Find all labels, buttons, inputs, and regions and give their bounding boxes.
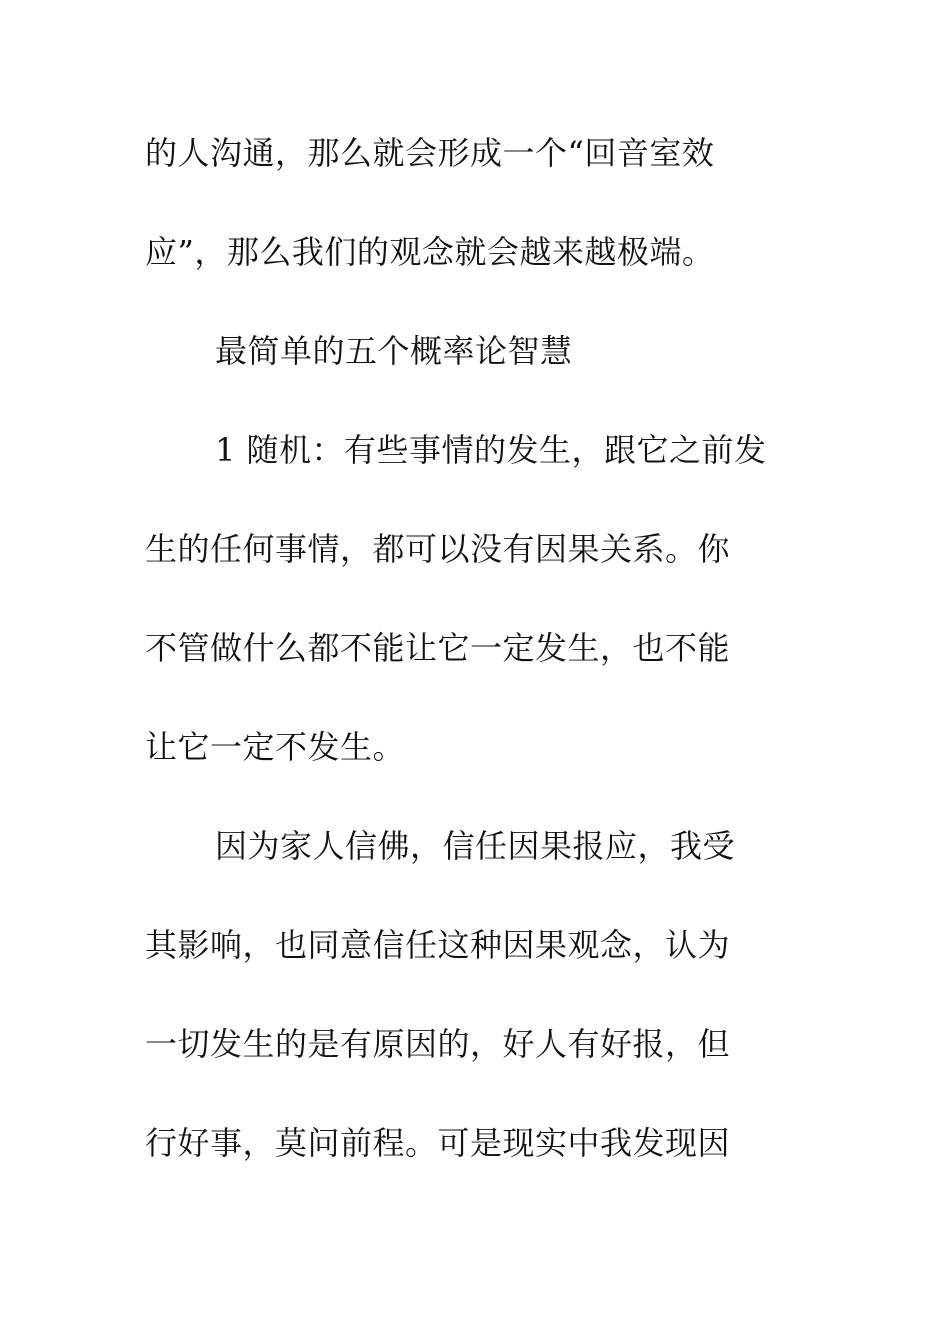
text-line-11: 行好事，莫问前程。可是现实中我发现因: [145, 1124, 731, 1162]
section-heading: 最简单的五个概率论智慧: [215, 332, 573, 370]
text-line-4: 1 随机：有些事情的发生，跟它之前发: [215, 431, 767, 469]
text-line-9: 其影响，也同意信任这种因果观念，认为: [145, 926, 731, 964]
text-line-6: 不管做什么都不能让它一定发生，也不能: [145, 629, 731, 667]
text-line-2: 应”，那么我们的观念就会越来越极端。: [145, 233, 715, 271]
text-line-7: 让它一定不发生。: [145, 728, 406, 766]
text-line-1: 的人沟通，那么就会形成一个“回音室效: [145, 134, 715, 172]
text-line-10: 一切发生的是有原因的，好人有好报，但: [145, 1025, 731, 1063]
text-line-5: 生的任何事情，都可以没有因果关系。你: [145, 530, 731, 568]
text-line-8: 因为家人信佛，信任因果报应，我受: [215, 827, 736, 865]
